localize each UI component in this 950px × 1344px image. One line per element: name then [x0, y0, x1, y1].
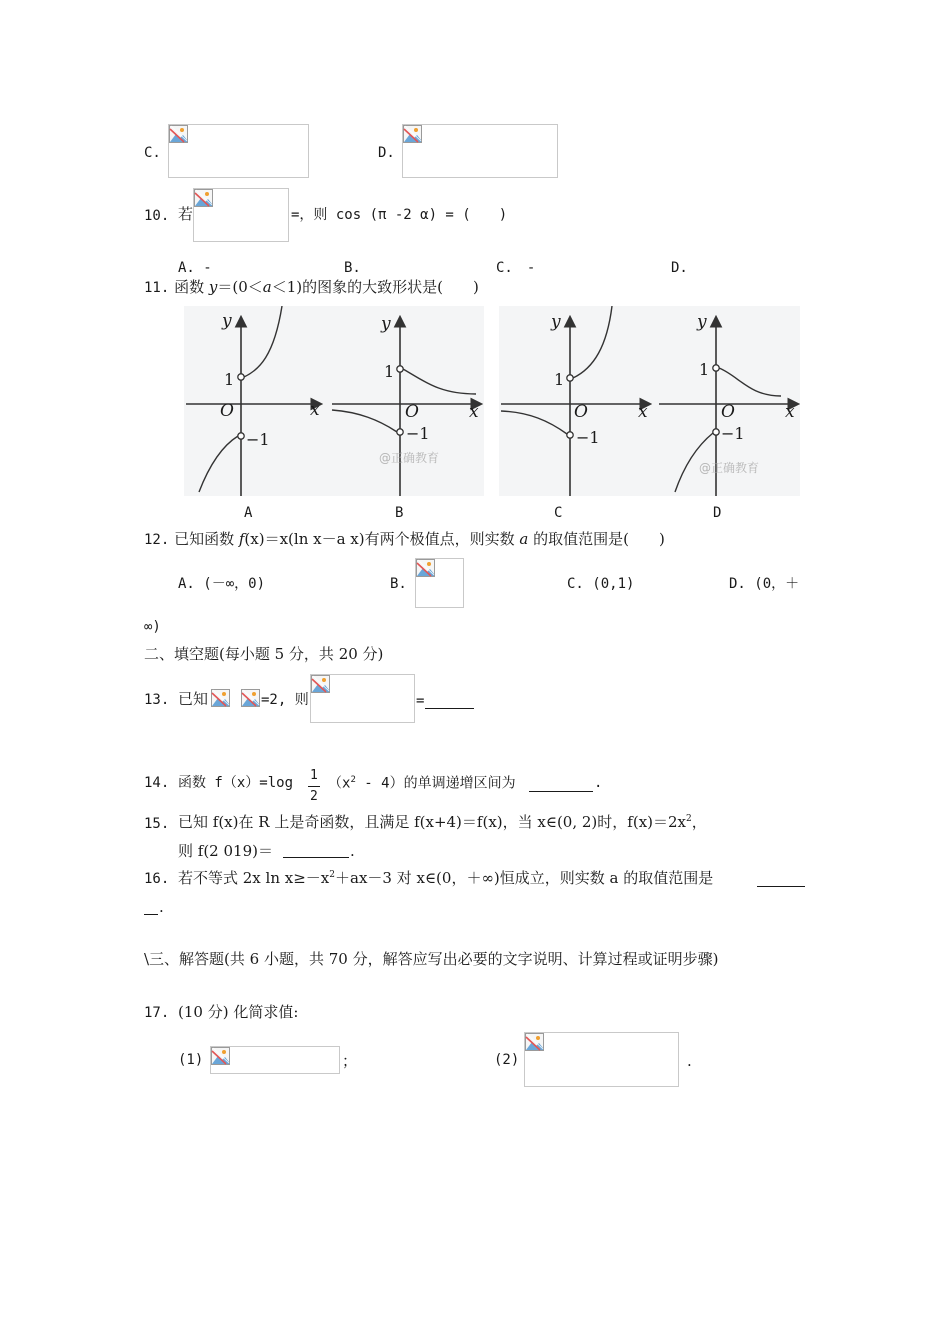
graph-b-one: 1	[384, 362, 395, 381]
q12-var-a: a	[519, 530, 529, 548]
q10-condition-image	[193, 188, 289, 242]
graph-a-x-label: x	[310, 400, 320, 420]
q10-stem: =，则 cos (π -2 α) = ( )	[291, 207, 508, 223]
broken-image-icon	[194, 189, 213, 207]
q9-option-d-label: D.	[378, 145, 395, 161]
graph-label-b: B	[395, 505, 404, 521]
q14-text-c: - 4）的单调递增区间为	[355, 775, 516, 792]
graph-c-neg-one: −1	[576, 428, 600, 447]
q10-ruo: 若	[178, 205, 194, 223]
watermark: @正确教育	[699, 461, 760, 475]
broken-image-icon	[241, 689, 260, 707]
q10-option-d: D.	[671, 260, 688, 276]
graph-d-y-label: y	[697, 312, 707, 332]
q12-stem	[144, 532, 665, 547]
graph-b-neg-one: −1	[406, 424, 430, 443]
q14-text-a: 函数 f（x）=log	[178, 775, 294, 791]
q9-option-c-label: C.	[144, 145, 161, 161]
q15-line1-end: ，	[691, 813, 707, 831]
q12-var-f: f	[238, 530, 245, 548]
graph-c-one: 1	[554, 370, 565, 389]
q17-part1-end: ；	[342, 1052, 358, 1070]
q11-number: 11.	[144, 280, 170, 296]
q10-number: 10.	[144, 208, 170, 224]
q16-text-a: 若不等式 2x ln x≥－x	[178, 869, 330, 887]
watermark: @正确教育	[379, 451, 440, 465]
q11-graphs-cd	[499, 306, 800, 496]
graph-label-a: A	[244, 505, 253, 521]
graph-d-neg-one: −1	[721, 424, 745, 443]
graph-c-x-label: x	[638, 402, 648, 422]
q11-var-y: y	[208, 278, 218, 296]
graph-d-origin: O	[721, 402, 735, 422]
graph-b-origin: O	[405, 402, 419, 422]
q17-part2-end: .	[687, 1052, 692, 1070]
graph-d-x-label: x	[785, 402, 795, 422]
broken-image-icon	[416, 559, 435, 577]
broken-image-icon	[169, 125, 188, 143]
q13-expression-image	[310, 674, 415, 723]
q14-number: 14.	[144, 775, 170, 791]
graph-a-y-label: y	[222, 311, 232, 331]
q12-option-d-cont: ∞)	[144, 619, 161, 635]
q15-line1	[178, 815, 707, 830]
section-3-heading: \三、解答题(共 6 小题，共 70 分，解答应写出必要的文字说明、计算过程或证明步骤)	[144, 950, 719, 968]
q12-stem-b: (x)＝x(ln x－a x)有两个极值点，则实数	[244, 530, 520, 548]
q11-graphs-ab	[184, 306, 484, 496]
q14-text-b	[328, 776, 516, 791]
graph-c-origin: O	[574, 402, 588, 422]
q13-answer-blank[interactable]	[425, 694, 474, 709]
section-2-heading: 二、填空题(每小题 5 分，共 20 分)	[144, 645, 384, 663]
q12-option-a: A. (－∞，0)	[178, 576, 266, 592]
q14-end: .	[594, 775, 603, 791]
q13-number: 13.	[144, 692, 170, 708]
q11-stem-b: ＝(0＜	[217, 278, 263, 296]
q16-end: .	[159, 898, 164, 916]
q17-part1-image	[210, 1046, 340, 1074]
q12-stem-c: 的取值范围是( )	[528, 530, 665, 548]
q12-option-d: D. (0，＋	[729, 576, 800, 592]
q11-var-a: a	[262, 278, 272, 296]
graph-d-one: 1	[699, 360, 710, 379]
q15-number: 15.	[144, 816, 170, 832]
q14-frac-top: 1	[310, 768, 318, 783]
q16-text	[178, 871, 713, 886]
q17-text: (10 分) 化简求值:	[178, 1003, 299, 1021]
q10-option-a: A. -	[178, 260, 212, 276]
q17-part2-label: (2)	[494, 1052, 520, 1068]
graph-a-one: 1	[224, 370, 235, 389]
q13-mid: =2, 则	[261, 692, 309, 708]
q12-stem-a: 已知函数	[174, 530, 239, 548]
graph-b-y-label: y	[381, 314, 391, 334]
broken-image-icon	[311, 675, 330, 693]
graph-label-d: D	[713, 505, 722, 521]
broken-image-icon	[525, 1033, 544, 1051]
q16-answer-blank[interactable]	[757, 872, 805, 887]
broken-image-icon	[403, 125, 422, 143]
q11-stem	[144, 280, 479, 295]
q12-number: 12.	[144, 532, 170, 548]
q14-frac-bar	[308, 786, 320, 787]
q13-equals: =	[416, 693, 425, 709]
graph-b-x-label: x	[469, 402, 479, 422]
q12-option-c: C. (0,1)	[567, 576, 635, 592]
q11-stem-a: 函数	[174, 278, 209, 296]
q13-pre: 已知	[178, 690, 209, 708]
q15-end: .	[350, 842, 355, 860]
q9-option-c-image	[168, 124, 309, 178]
q15-answer-blank[interactable]	[283, 843, 349, 858]
q14-frac-bot: 2	[310, 789, 318, 804]
q17-part1-label: (1)	[178, 1052, 204, 1068]
q15-line1-text: 已知 f(x)在 R 上是奇函数，且满足 f(x+4)＝f(x)，当 x∈(0, 2)时，f(x)＝2x	[178, 813, 687, 831]
q10-option-c: C. -	[496, 260, 536, 276]
q16-text-b: ＋ax－3 对 x∈(0，＋∞)恒成立，则实数 a 的取值范围是	[335, 869, 714, 887]
q14-sup: 2	[350, 775, 356, 785]
broken-image-icon	[211, 1047, 230, 1065]
q16-sup: 2	[329, 870, 335, 880]
q12-option-b: B.	[390, 576, 407, 592]
graph-a-neg-one: −1	[246, 430, 270, 449]
graph-label-c: C	[554, 505, 563, 521]
q15-sup: 2	[686, 814, 692, 824]
broken-image-icon	[211, 689, 230, 707]
q14-answer-blank[interactable]	[529, 777, 593, 792]
q14-text-b-inner: （x	[328, 775, 351, 792]
q11-stem-c: ＜1)的图象的大致形状是( )	[271, 278, 479, 296]
q12-option-b-image	[415, 558, 464, 608]
q15-line2: 则 f(2 019)＝	[178, 842, 273, 860]
q10-option-b: B.	[344, 260, 361, 276]
q17-part2-image	[524, 1032, 679, 1087]
q16-answer-blank-cont[interactable]	[144, 900, 158, 915]
q9-option-d-image	[402, 124, 558, 178]
graph-a-origin: O	[220, 401, 234, 421]
q16-number: 16.	[144, 871, 170, 887]
q17-number: 17.	[144, 1005, 170, 1021]
graph-c-y-label: y	[551, 312, 561, 332]
